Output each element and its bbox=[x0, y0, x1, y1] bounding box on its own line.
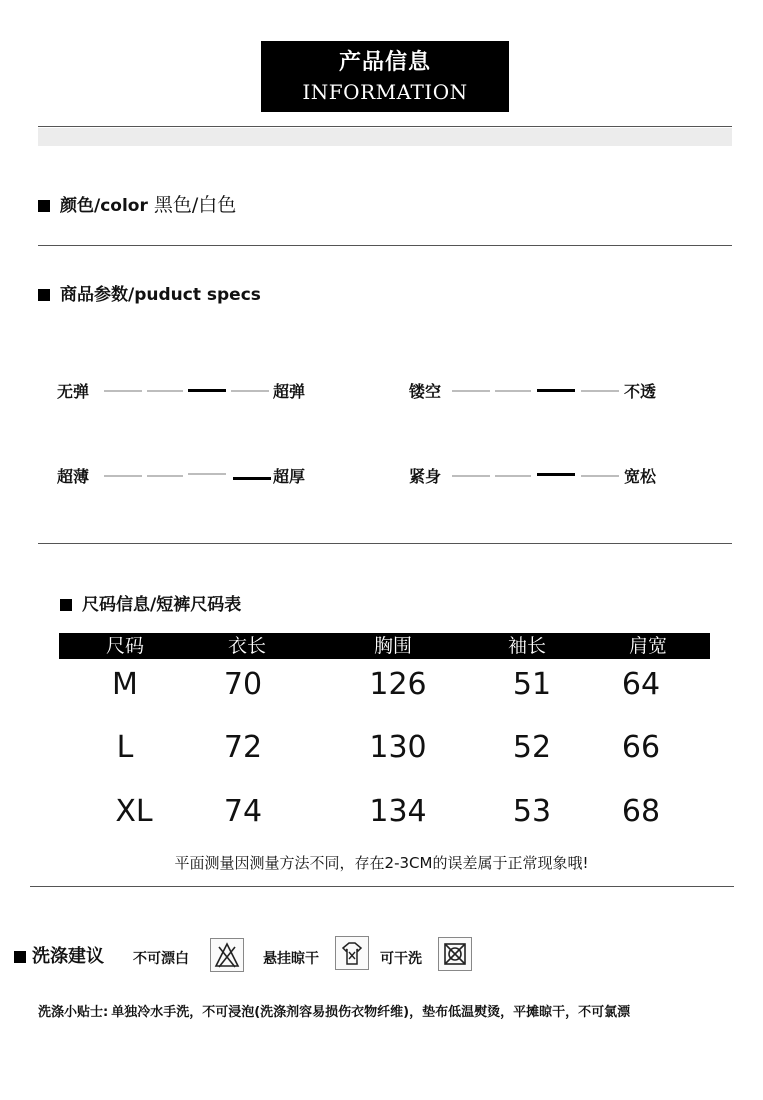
scale-right-label: 超厚 bbox=[273, 467, 306, 486]
table-cell: 74 bbox=[223, 794, 263, 829]
table-cell: 72 bbox=[223, 730, 263, 765]
column-header: 肩宽 bbox=[628, 635, 667, 657]
divider bbox=[38, 126, 732, 127]
scale-segment bbox=[452, 390, 490, 392]
size-section-title bbox=[60, 590, 241, 615]
table-cell: 52 bbox=[512, 730, 552, 765]
scale-segment bbox=[147, 390, 183, 392]
scale-right-label: 宽松 bbox=[624, 467, 657, 486]
color-value: 黑色/白色 bbox=[153, 194, 237, 216]
scale-segment bbox=[147, 475, 183, 477]
scale-segment bbox=[581, 390, 619, 392]
column-header: 胸围 bbox=[373, 635, 412, 657]
wash-tip-text: 单独冷水手洗，不可浸泡(洗涤剂容易损伤衣物纤维)，垫布低温熨烫，平摊晾干，不可氯漂 bbox=[111, 1005, 631, 1020]
scale-segment bbox=[188, 473, 226, 475]
scale-segment-active bbox=[537, 389, 575, 392]
table-cell: 51 bbox=[512, 667, 552, 702]
scale-segment bbox=[495, 390, 531, 392]
scale-segment-active bbox=[188, 389, 226, 392]
wash-title: 洗涤建议 bbox=[32, 946, 104, 967]
table-cell: 130 bbox=[369, 730, 427, 765]
table-cell: 126 bbox=[369, 667, 427, 702]
bullet-square-icon bbox=[38, 289, 50, 301]
bullet-square-icon bbox=[60, 599, 72, 611]
hang-dry-icon bbox=[335, 936, 369, 970]
scale-right-label: 超弹 bbox=[273, 382, 306, 401]
size-title: 尺码信息/短裤尺码表 bbox=[82, 595, 242, 615]
wash-tip-label: 洗涤小贴士: bbox=[38, 1005, 109, 1020]
divider bbox=[38, 543, 732, 544]
table-cell: M bbox=[112, 667, 138, 702]
wash-tip bbox=[38, 1001, 630, 1020]
scale-left-label: 镂空 bbox=[409, 382, 442, 401]
wash-label: 悬挂晾干 bbox=[263, 951, 319, 967]
wash-label: 不可漂白 bbox=[133, 951, 189, 967]
table-cell: L bbox=[116, 730, 134, 765]
scale-left-label: 超薄 bbox=[57, 467, 90, 486]
scale-left-label: 紧身 bbox=[409, 467, 442, 486]
divider bbox=[30, 886, 734, 887]
scale-segment bbox=[104, 390, 142, 392]
gray-band bbox=[38, 128, 732, 146]
table-cell: 68 bbox=[621, 794, 661, 829]
table-cell: XL bbox=[115, 794, 153, 829]
scale-left-label: 无弹 bbox=[57, 382, 90, 401]
no-tumble-dry-icon bbox=[438, 937, 472, 971]
table-cell: 70 bbox=[223, 667, 263, 702]
scale-segment bbox=[581, 475, 619, 477]
column-header: 袖长 bbox=[507, 635, 546, 657]
scale-segment bbox=[104, 475, 142, 477]
wash-section-title bbox=[14, 942, 104, 968]
wash-label: 可干洗 bbox=[380, 951, 422, 967]
color-section bbox=[38, 190, 236, 217]
scale-segment-active bbox=[537, 473, 575, 476]
table-cell: 134 bbox=[369, 794, 427, 829]
table-cell: 53 bbox=[512, 794, 552, 829]
scale-segment bbox=[452, 475, 490, 477]
table-cell: 66 bbox=[621, 730, 661, 765]
scale-segment-active bbox=[233, 477, 271, 480]
table-cell: 64 bbox=[621, 667, 661, 702]
info-header bbox=[261, 41, 509, 112]
header-title-zh: 产品信息 bbox=[338, 50, 431, 75]
scale-segment bbox=[495, 475, 531, 477]
bullet-square-icon bbox=[38, 200, 50, 212]
specs-section-title bbox=[38, 280, 261, 305]
measurement-note: 平面测量因测量方法不同，存在2-3CM的误差属于正常现象哦! bbox=[174, 854, 589, 872]
scale-right-label: 不透 bbox=[624, 382, 657, 401]
specs-title: 商品参数/puduct specs bbox=[60, 285, 261, 305]
scale-segment bbox=[231, 390, 269, 392]
no-bleach-icon bbox=[210, 938, 244, 972]
color-label: 颜色/color bbox=[60, 196, 148, 216]
bullet-square-icon bbox=[14, 951, 26, 963]
divider bbox=[38, 245, 732, 246]
header-title-en: INFORMATION bbox=[302, 80, 468, 104]
column-header: 尺码 bbox=[105, 635, 144, 657]
column-header: 衣长 bbox=[227, 635, 266, 657]
